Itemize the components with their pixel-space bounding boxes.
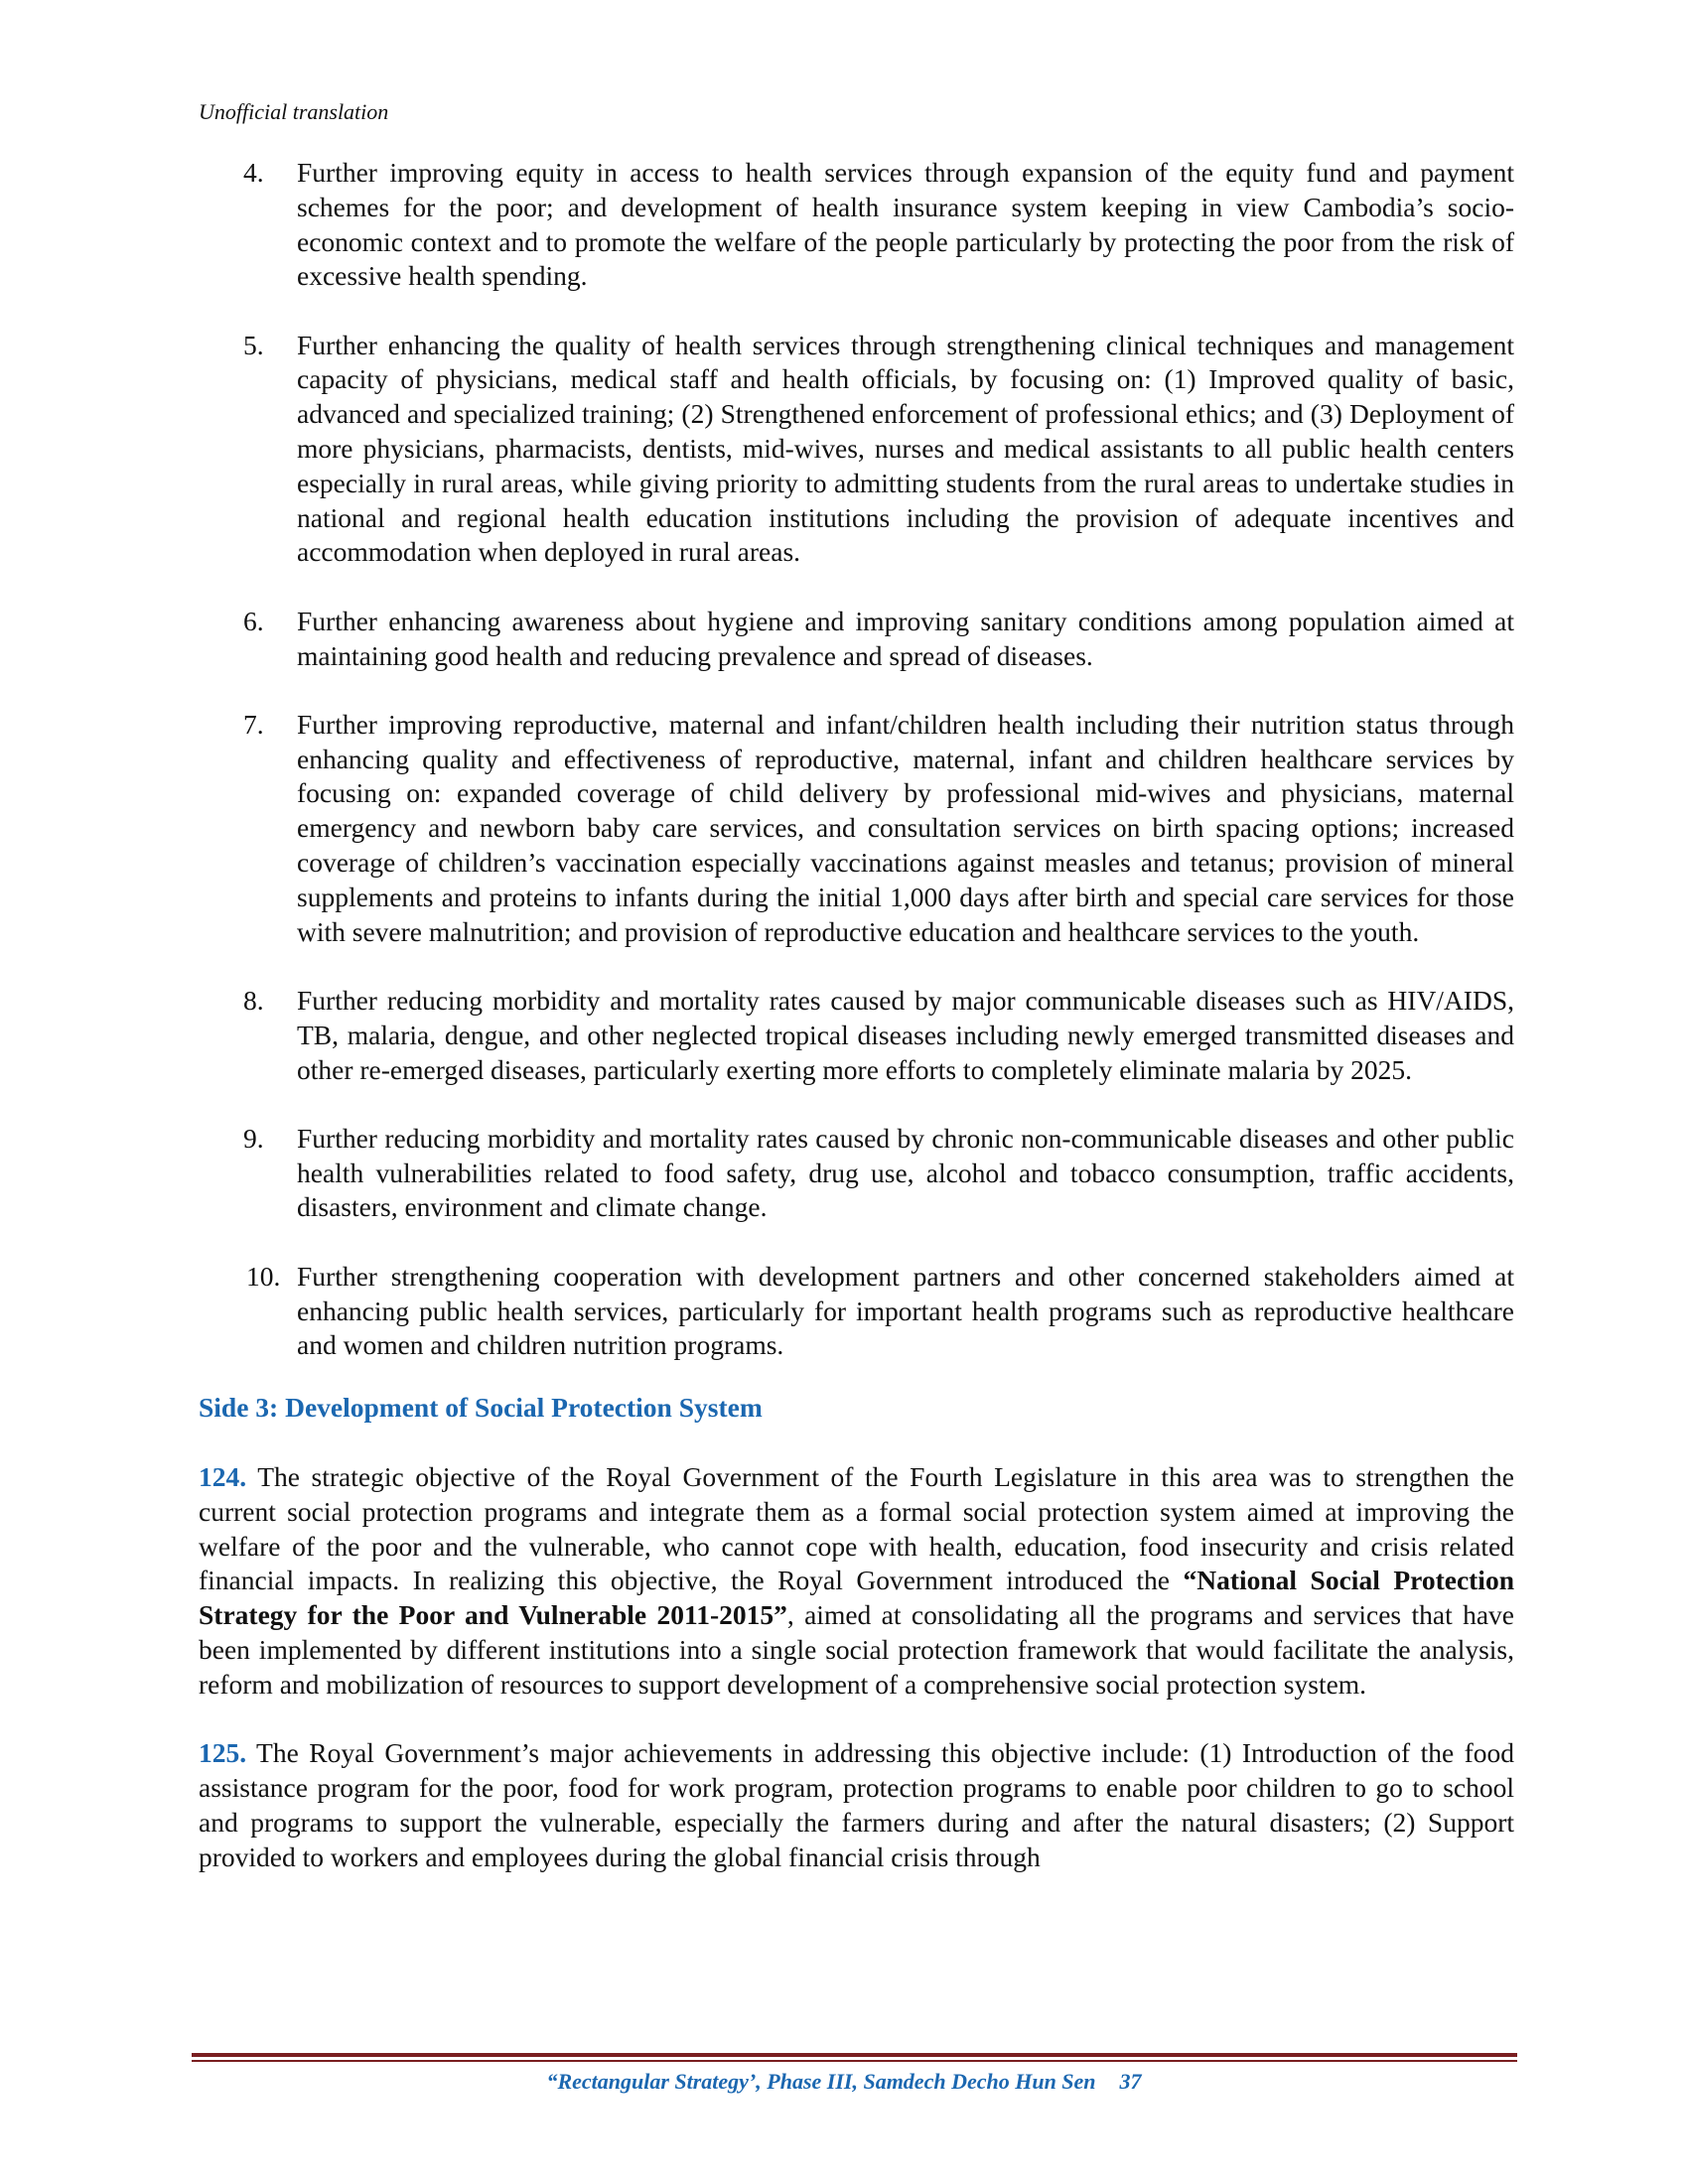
list-item-text: Further reducing morbidity and mortality rates caused by major communicable diseases such as HIV/AIDS, TB, malaria, dengue, and other neglected tropical diseases including newly emerged transmitted diseases and other re-emerged diseases, particularly exerting more efforts to completely eliminate malaria by 2025.	[297, 984, 1514, 1085]
list-item-text: Further improving reproductive, maternal and infant/children health including their nutrition status through enhancing quality and effectiveness of reproductive, maternal, infant and children healthcare services by focusing on: expanded coverage of child delivery by professional mid-wives and physicians, maternal emergency and newborn baby care services, and consultation services on birth spacing options; increased coverage of children’s vaccination especially vaccinations against measles and tetanus; provision of mineral supplements and proteins to infants during the initial 1,000 days after birth and special care services for those with severe malnutrition; and provision of reproductive education and healthcare services to the youth.	[297, 708, 1514, 947]
numbered-list	[199, 156, 1514, 1363]
paragraph-125	[199, 1736, 1514, 1874]
list-item	[199, 1260, 1514, 1363]
page-footer	[0, 2069, 1688, 2095]
list-item	[199, 708, 1514, 950]
list-item-text: Further enhancing the quality of health services through strengthening clinical techniques and management capacity of physicians, medical staff and health officials, by focusing on: (1) Improved quality of basic, advanced and specialized training; (2) Strengthened enforcement of professional ethics; and (3) Deployment of more physicians, pharmacists, dentists, mid-wives, nurses and medical assistants to all public health centers especially in rural areas, while giving priority to admitting students from the rural areas to undertake studies in national and regional health education institutions including the provision of adequate incentives and accommodation when deployed in rural areas.	[297, 329, 1514, 568]
list-item-text: Further strengthening cooperation with development partners and other concerned stakeholders aimed at enhancing public health services, particularly for important health programs such as reproductive healthcare and women and children nutrition programs.	[297, 1260, 1514, 1361]
list-item-number: 4.	[243, 157, 264, 188]
page-number: 37	[1119, 2069, 1142, 2094]
list-item	[199, 605, 1514, 674]
list-item	[199, 1122, 1514, 1225]
paragraph-text: , aimed at consolidating all the programs and services that have been implemented by different institutions into a single social protection framework that would facilitate the analysis, reform and mobilization of resources to support development of a comprehensive social protection system.	[199, 1599, 1514, 1700]
list-item-number: 6.	[243, 605, 264, 636]
footer-rule-thin	[192, 2060, 1517, 2062]
list-item	[199, 329, 1514, 571]
section-heading: Side 3: Development of Social Protection System	[199, 1392, 763, 1424]
paragraph-number: 125.	[199, 1737, 247, 1769]
list-item	[199, 984, 1514, 1087]
footer-title: “Rectangular Strategy’, Phase III, Samdech Decho Hun Sen	[546, 2069, 1096, 2094]
paragraph-text: The Royal Government’s major achievements in addressing this objective include: (1) Introduction of the food assistance program for the poor, food for work program, protection programs to enable poor children to go to school and programs to support the vulnerable, especially the farmers during and after the natural disasters; (2) Support provided to workers and employees during the global financial crisis through	[199, 1737, 1514, 1872]
list-item-number: 7.	[243, 708, 264, 740]
footer-rule	[192, 2053, 1517, 2057]
strategy-title: “National Social Protection Strategy for the Poor and Vulnerable 2011-2015”	[199, 1565, 1514, 1631]
list-item-number: 10.	[246, 1260, 281, 1292]
paragraph-text: The strategic objective of the Royal Government of the Fourth Legislature in this area was to strengthen the current social protection programs and integrate them as a formal social protection system aimed at improving the welfare of the poor and the vulnerable, who cannot cope with health, education, food insecurity and crisis related financial impacts. In realizing this objective, the Royal Government introduced the	[199, 1460, 1514, 1596]
list-item-number: 9.	[243, 1122, 264, 1154]
list-item	[199, 156, 1514, 294]
list-item-text: Further enhancing awareness about hygiene and improving sanitary conditions among population aimed at maintaining good health and reducing prevalence and spread of diseases.	[297, 605, 1514, 671]
header-note: Unofficial translation	[199, 99, 389, 124]
paragraph-number: 124.	[199, 1460, 247, 1492]
page-content	[199, 156, 1514, 1910]
list-item-text: Further improving equity in access to health services through expansion of the equity fund and payment schemes for the poor; and development of health insurance system keeping in view Cambodia’s socio-economic context and to promote the welfare of the people particularly by protecting the poor from the risk of excessive health spending.	[297, 157, 1514, 292]
list-item-number: 5.	[243, 329, 264, 360]
paragraph-124	[199, 1460, 1514, 1703]
list-item-number: 8.	[243, 984, 264, 1016]
list-item-text: Further reducing morbidity and mortality rates caused by chronic non-communicable diseases and other public health vulnerabilities related to food safety, drug use, alcohol and tobacco consumption, traffic accidents, disasters, environment and climate change.	[297, 1122, 1514, 1223]
